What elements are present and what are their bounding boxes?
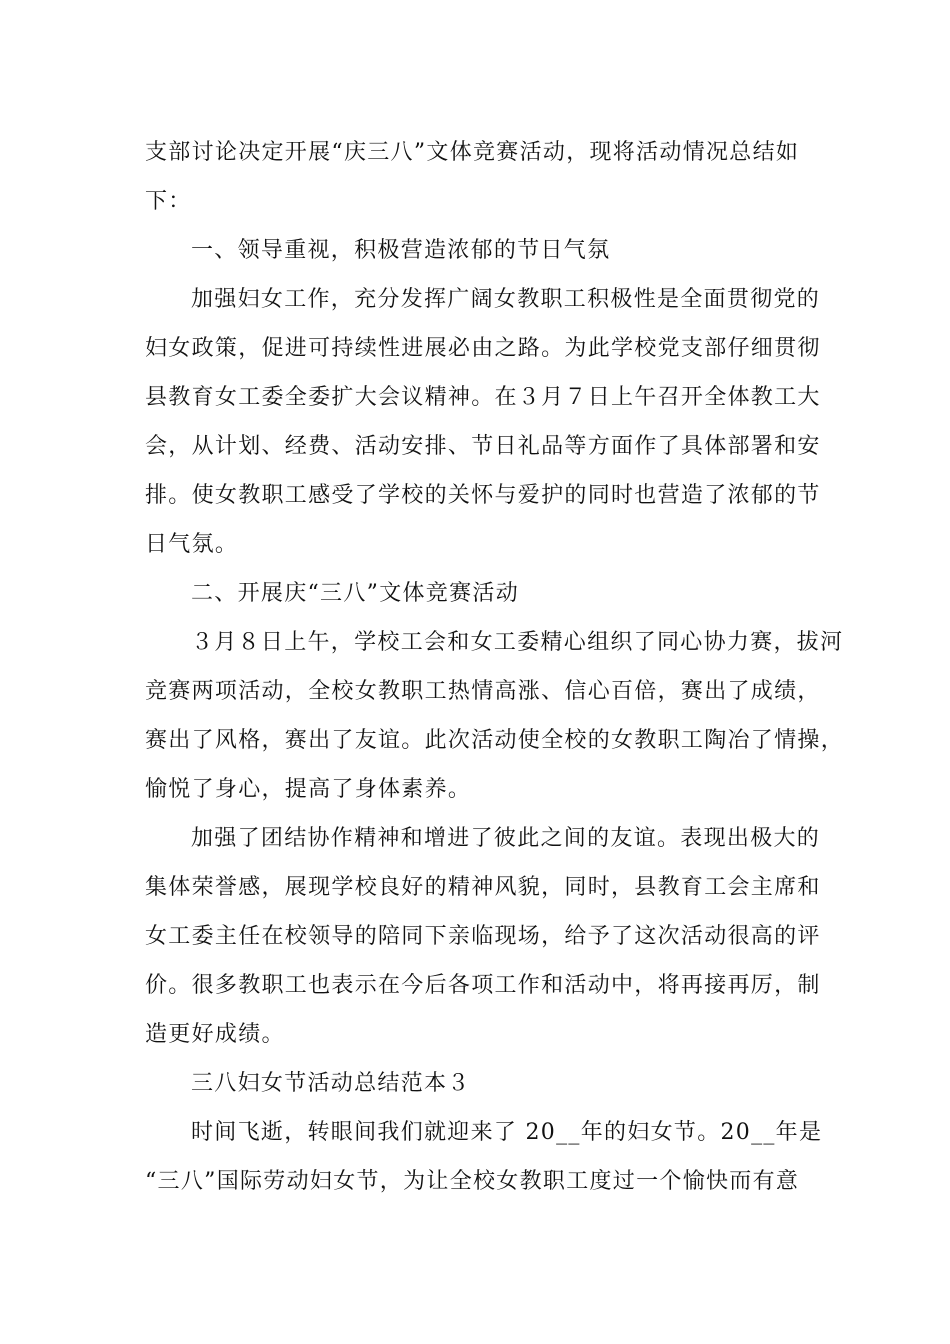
paragraph-line: 日气氛。 — [145, 532, 239, 557]
document-body — [145, 128, 845, 1206]
paragraph-line: 赛出了风格，赛出了友谊。此次活动使全校的女教职工陶冶了情操， — [145, 728, 845, 753]
paragraph-line: 愉悦了身心，提高了身体素养。 — [145, 777, 472, 802]
paragraph-line: “三八”国际劳动妇女节，为让全校女教职工度过一个愉快而有意 — [145, 1169, 800, 1194]
paragraph-line: 集体荣誉感，展现学校良好的精神风貌，同时，县教育工会主席和 — [145, 875, 821, 900]
paragraph-line: 造更好成绩。 — [145, 1022, 285, 1047]
paragraph-line: 价。很多教职工也表示在今后各项工作和活动中，将再接再厉，制 — [145, 973, 821, 998]
paragraph-line: 妇女政策，促进可持续性进展必由之路。为此学校党支部仔细贯彻 — [145, 336, 821, 361]
section-heading: 一、领导重视，积极营造浓郁的节日气氛 — [191, 238, 611, 263]
paragraph-line: 女工委主任在校领导的陪同下亲临现场，给予了这次活动很高的评 — [145, 924, 821, 949]
paragraph-line: 时间飞逝，转眼间我们就迎来了 20__年的妇女节。20__年是 — [191, 1120, 823, 1145]
paragraph-line: 排。使女教职工感受了学校的关怀与爱护的同时也营造了浓郁的节 — [145, 483, 821, 508]
section-heading: 二、开展庆“三八”文体竞赛活动 — [191, 581, 519, 606]
paragraph-line: 竞赛两项活动，全校女教职工热情高涨、信心百倍，赛出了成绩， — [145, 679, 821, 704]
paragraph-line: 县教育女工委全委扩大会议精神。在３月７日上午召开全体教工大 — [145, 385, 821, 410]
paragraph-line: 下： — [145, 189, 192, 214]
paragraph-line: ３月８日上午，学校工会和女工委精心组织了同心协力赛，拔河 — [191, 630, 844, 655]
paragraph-line: 加强了团结协作精神和增进了彼此之间的友谊。表现出极大的 — [191, 826, 821, 851]
paragraph-line: 加强妇女工作，充分发挥广阔女教职工积极性是全面贯彻党的 — [191, 287, 821, 312]
paragraph-line: 会，从计划、经费、活动安排、节日礼品等方面作了具体部署和安 — [145, 434, 821, 459]
paragraph-line: 支部讨论决定开展“庆三八”文体竞赛活动，现将活动情况总结如 — [145, 140, 800, 165]
section-title: 三八妇女节活动总结范本３ — [191, 1071, 471, 1096]
